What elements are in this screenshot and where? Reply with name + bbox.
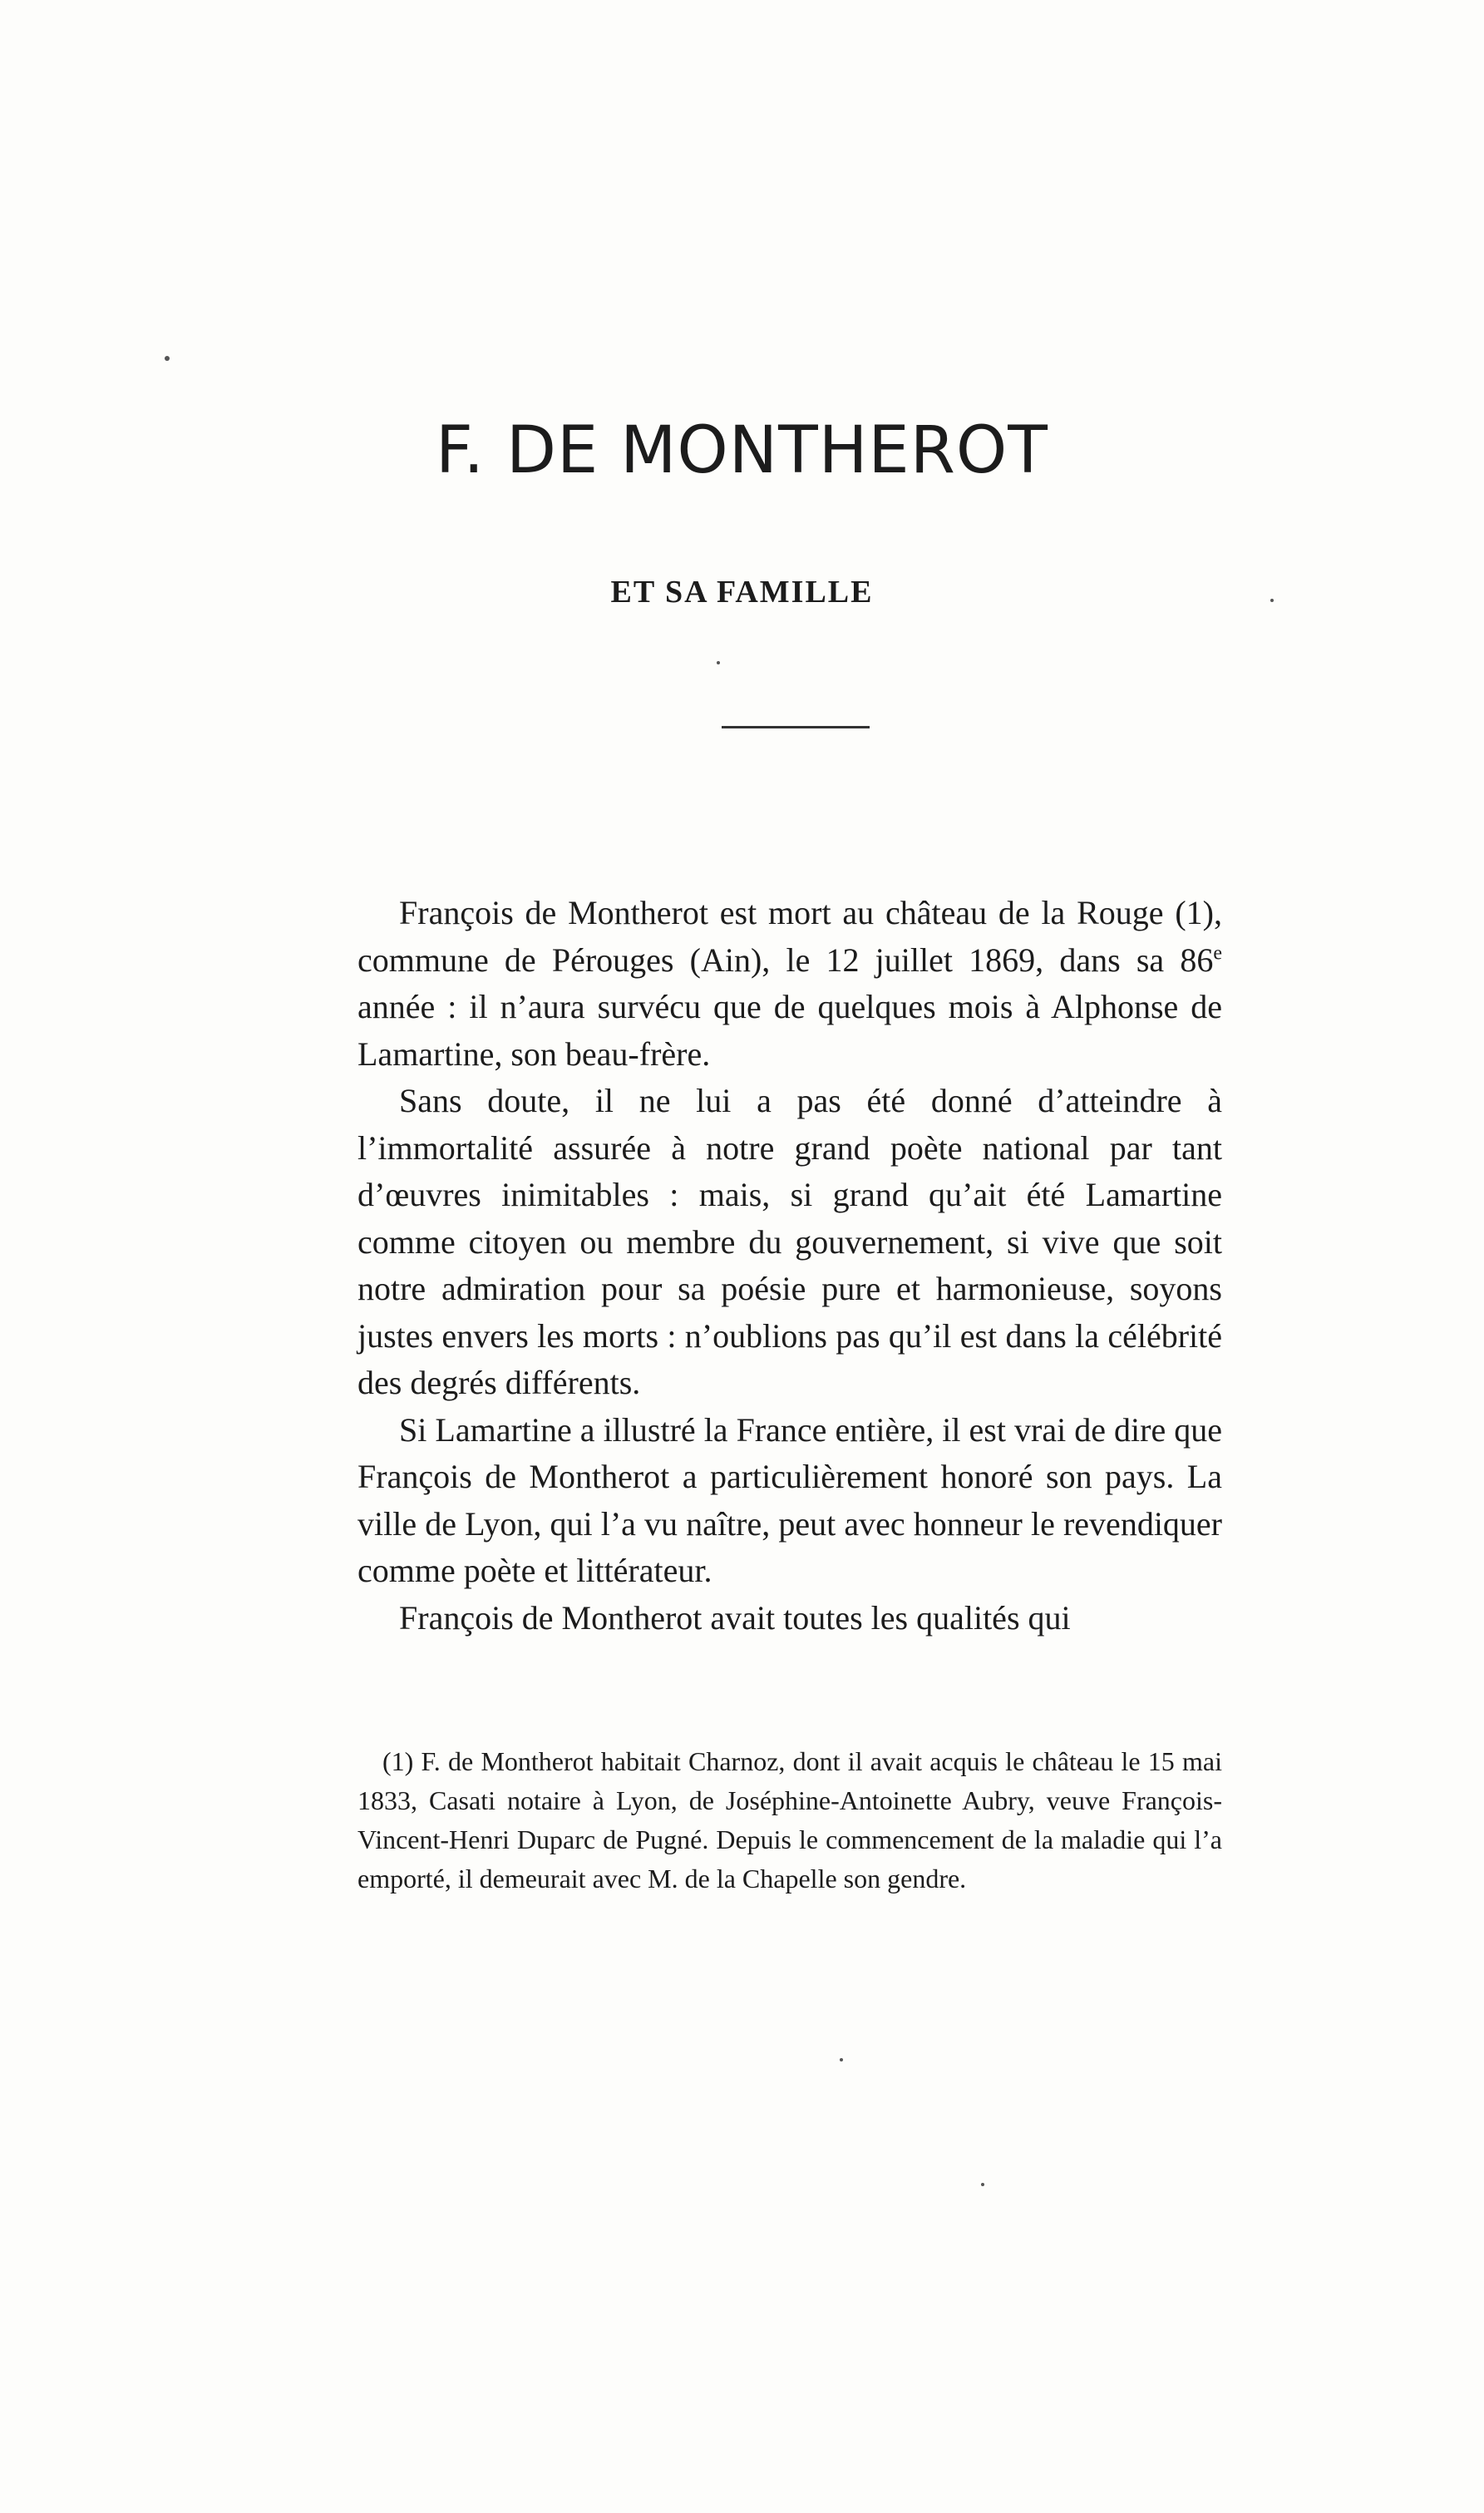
- ordinal-superscript: e: [1213, 942, 1222, 965]
- page-subtitle: ET SA FAMILLE: [610, 575, 874, 610]
- paragraph-2: Sans doute, il ne lui a pas été donné d’atteindre à l’immortalité assurée à notre grand poète national par tant d’œuvres inimitables : mais, si grand qu’ait été Lamartine comme citoyen ou membre du gouvernement, si vive que soit notre admiration pour sa poésie pure et harmonieuse, soyons justes envers les morts : n’oublions pas qu’il est dans la célébrité des degrés différents.: [357, 1082, 1222, 1401]
- scan-speck: [981, 2183, 984, 2186]
- scan-speck: [165, 356, 170, 361]
- body-text: [357, 890, 1222, 1642]
- scan-speck: [717, 661, 720, 664]
- page-title: F. DE MONTHEROT: [436, 413, 1048, 488]
- footnote: (1) F. de Montherot habitait Charnoz, dont il avait acquis le château le 15 mai 1833, Casati notaire à Lyon, de Joséphine-Antoinette Aubry, veuve François-Vincent-Henri Duparc de Pugné. Depuis le commencement de la maladie qui l’a emporté, il demeurait avec M. de la Chapelle son gendre.: [357, 1746, 1222, 1893]
- scan-speck: [840, 2058, 843, 2061]
- paragraph-1: [357, 890, 1222, 1078]
- scan-speck: [1270, 599, 1274, 602]
- title-divider: [722, 726, 870, 728]
- paragraph-1-text: François de Montherot est mort au château de la Rouge (1), commune de Pérouges (Ain), le 12 juillet 1869, dans sa 86: [357, 894, 1222, 979]
- paragraph-3: Si Lamartine a illustré la France entière, il est vrai de dire que François de Montherot a particulièrement honoré son pays. La ville de Lyon, qui l’a vu naître, peut avec honneur le revendiquer comme poète et littérateur.: [357, 1410, 1222, 1589]
- paragraph-1-text-end: année : il n’aura survécu que de quelques mois à Alphonse de Lamartine, son beau-frère.: [357, 988, 1222, 1073]
- paragraph-4: François de Montherot avait toutes les qualités qui: [399, 1598, 1071, 1637]
